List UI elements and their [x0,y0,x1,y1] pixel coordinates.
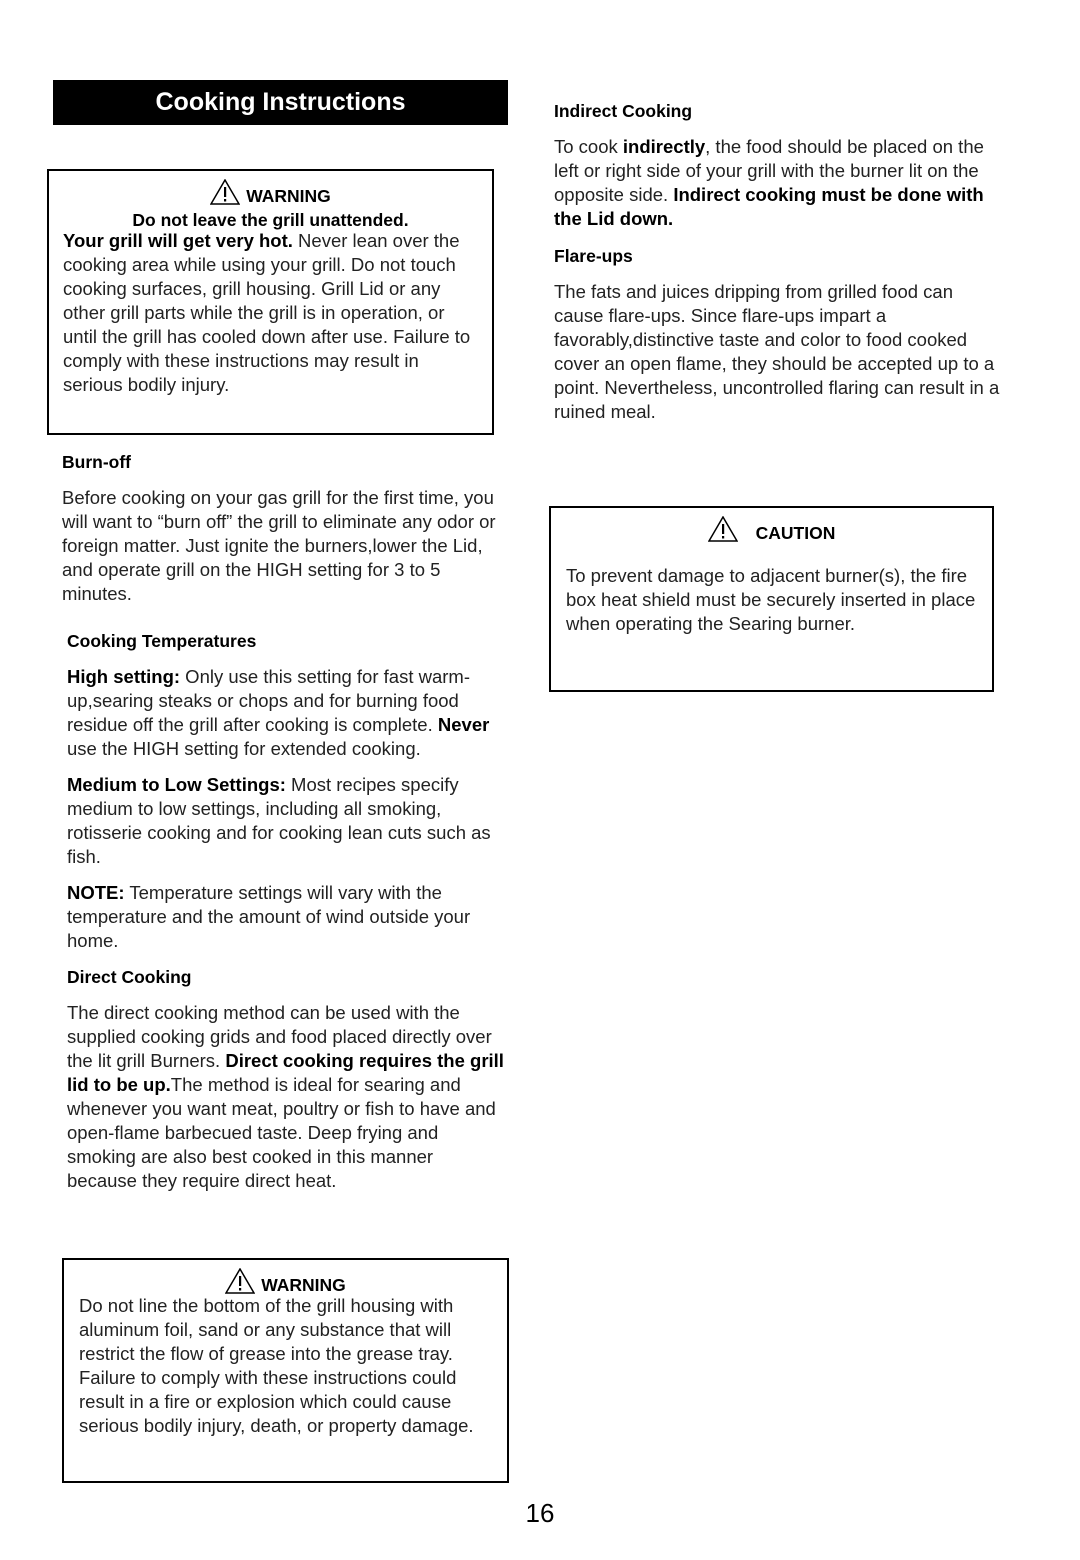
warning-triangle-icon [708,516,738,542]
warning-header [49,179,492,232]
indirect-cooking-body: To cook indirectly, the food should be placed on the left or right side of your grill with the burner lit on the opposite side. Indirect cooking must be done with the Lid down. [554,136,984,229]
flareups-heading: Flare-ups [554,246,633,266]
warning-subtitle: Do not leave the grill unattended. [132,210,409,230]
temperatures-heading: Cooking Temperatures [67,631,257,651]
direct-cooking-heading: Direct Cooking [67,967,192,987]
note-paragraph: NOTE: Temperature settings will vary with the temperature and the amount of wind outside your home. [67,882,471,951]
page-title: Cooking Instructions [155,88,406,116]
burnoff-heading: Burn-off [62,452,132,472]
warning-triangle-icon [210,179,240,205]
warning-body: Your grill will get very hot. Never lean over the cooking area while using your grill. Do not touch cooking surfaces, grill housing. Grill Lid or any other grill parts while the grill is in operation, or until the grill has cooled down after use. Failure to comply with these instructions may result in serious bodily injury. [63,230,471,395]
caution-body: To prevent damage to adjacent burner(s), the fire box heat shield must be securely inserted in place when operating the Searing burner. [566,565,976,634]
warning-triangle-icon [225,1268,255,1294]
medium-low-paragraph: Medium to Low Settings: Most recipes specify medium to low settings, including all smoking, rotisserie cooking and for cooking lean cuts such as fish. [67,774,491,867]
warning-label: WARNING [261,1275,346,1295]
caution-box [549,506,994,692]
warning-box-unattended [47,169,494,435]
warning-label: WARNING [246,186,331,206]
warning-box-foil [62,1258,509,1483]
flareups-body: The fats and juices dripping from grilled food can cause flare-ups. Since flare-ups impart a favorably,distinctive taste and color to food cooked cover an open flame, they should be accepted up to a point. Nevertheless, uncontrolled flaring can result in a ruined meal. [554,281,1000,422]
warning-body: Do not line the bottom of the grill housing with aluminum foil, sand or any substance that will restrict the flow of grease into the grease tray. Failure to comply with these instructions could result in a fire or explosion which could cause serious bodily injury, death, or property damage. [79,1295,474,1436]
burnoff-body: Before cooking on your gas grill for the first time, you will want to “burn off” the grill to eliminate any odor or foreign matter. Just ignite the burners,lower the Lid, and operate grill on the HIGH setting for 3 to 5 minutes. [62,487,496,604]
caution-header [551,516,992,545]
indirect-cooking-heading: Indirect Cooking [554,101,693,121]
page-number: 16 [525,1498,555,1528]
warning-header [64,1268,507,1297]
direct-cooking-body: The direct cooking method can be used with the supplied cooking grids and food placed directly over the lit grill Burners. Direct cooking requires the grill lid to be up.The method is ideal for searing and whenever you want meat, poultry or fish to have and open-flame barbecued taste. Deep frying and smoking are also best cooked in this manner because they require direct heat. [67,1002,504,1191]
warning-lead: Your grill will get very hot. [63,230,293,251]
high-setting-paragraph: High setting: Only use this setting for fast warm-up,searing steaks or chops and for burning food residue off the grill after cooking is complete. Never use the HIGH setting for extended cooking. [67,666,490,759]
caution-label: CAUTION [755,523,836,543]
section-title-bar [53,80,508,125]
